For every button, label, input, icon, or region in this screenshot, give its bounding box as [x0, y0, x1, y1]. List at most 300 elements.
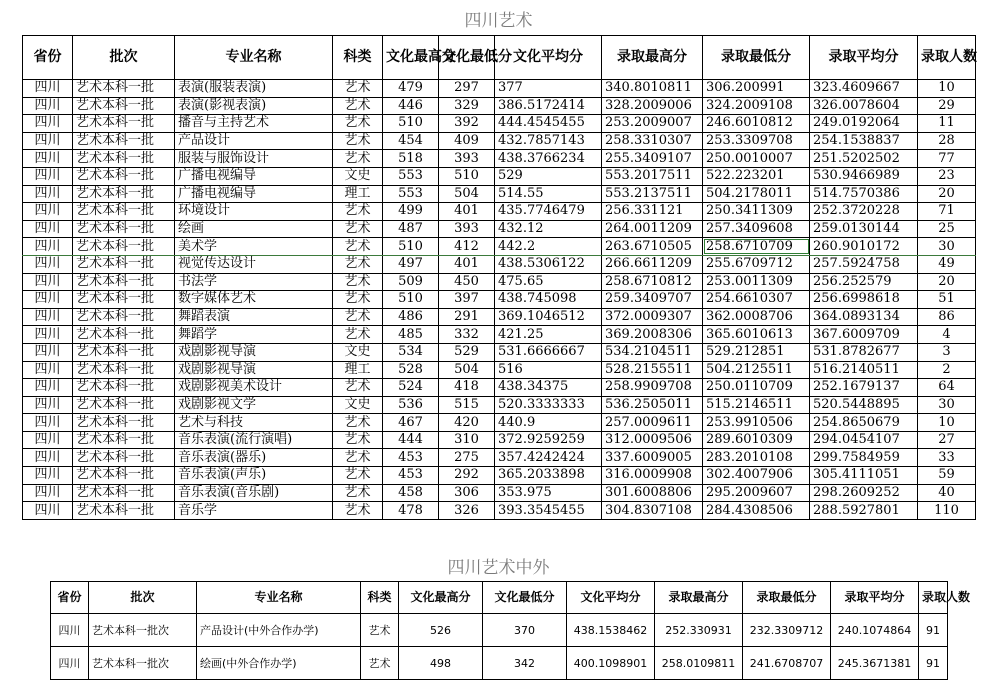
table-cell[interactable]: 342	[483, 647, 567, 680]
table-cell[interactable]: 91	[919, 614, 948, 647]
table-cell[interactable]: 23	[918, 167, 976, 185]
table-cell[interactable]: 艺术	[333, 326, 383, 344]
table-cell[interactable]: 316.0009908	[602, 467, 703, 485]
table-cell[interactable]: 328.2009006	[602, 97, 703, 115]
table-cell[interactable]: 艺术	[333, 273, 383, 291]
table-cell[interactable]: 251.5202502	[810, 150, 918, 168]
table-cell[interactable]: 369.1046512	[495, 308, 602, 326]
table-cell[interactable]: 艺术本科一批	[73, 379, 175, 397]
table-cell[interactable]: 254.1538837	[810, 132, 918, 150]
table-cell[interactable]: 艺术	[333, 431, 383, 449]
table-cell[interactable]: 艺术	[333, 80, 383, 98]
table-cell[interactable]: 324.2009108	[703, 97, 810, 115]
table-cell[interactable]: 446	[383, 97, 439, 115]
table-cell[interactable]: 艺术与科技	[175, 414, 333, 432]
table-cell[interactable]: 音乐表演(器乐)	[175, 449, 333, 467]
table-cell[interactable]: 245.3671381	[831, 647, 919, 680]
table-cell[interactable]: 四川	[51, 647, 89, 680]
table-cell[interactable]: 370	[483, 614, 567, 647]
table-cell[interactable]: 2	[918, 361, 976, 379]
table-cell[interactable]: 252.330931	[655, 614, 743, 647]
table-cell[interactable]: 艺术本科一批	[73, 150, 175, 168]
table-cell[interactable]: 视觉传达设计	[175, 255, 333, 273]
column-header: 专业名称	[175, 36, 333, 80]
table-cell[interactable]: 四川	[23, 167, 73, 185]
table-cell[interactable]: 艺术	[333, 379, 383, 397]
table-cell[interactable]: 四川	[23, 343, 73, 361]
table-cell[interactable]: 音乐表演(流行演唱)	[175, 431, 333, 449]
table-cell[interactable]: 438.3766234	[495, 150, 602, 168]
table-cell[interactable]: 艺术本科一批次	[89, 647, 197, 680]
table-cell[interactable]: 艺术本科一批	[73, 449, 175, 467]
table-cell[interactable]: 522.223201	[703, 167, 810, 185]
table-cell[interactable]: 四川	[23, 238, 73, 256]
table-cell[interactable]: 529	[439, 343, 495, 361]
table-cell[interactable]: 11	[918, 115, 976, 133]
table-cell[interactable]: 33	[918, 449, 976, 467]
table-cell[interactable]: 531.8782677	[810, 343, 918, 361]
table-cell[interactable]: 四川	[23, 255, 73, 273]
table-cell[interactable]: 258.6710709	[703, 238, 810, 256]
table-cell[interactable]: 264.0011209	[602, 220, 703, 238]
table-cell[interactable]: 536.2505011	[602, 396, 703, 414]
table-cell[interactable]: 艺术	[333, 502, 383, 520]
table-cell[interactable]: 艺术本科一批	[73, 361, 175, 379]
table-cell[interactable]: 475.65	[495, 273, 602, 291]
table-cell[interactable]: 256.6998618	[810, 291, 918, 309]
table-cell[interactable]: 产品设计(中外合作办学)	[197, 614, 361, 647]
table-cell[interactable]: 艺术	[333, 203, 383, 221]
table-cell[interactable]: 372.9259259	[495, 431, 602, 449]
table-cell[interactable]: 487	[383, 220, 439, 238]
table-cell[interactable]: 艺术	[333, 150, 383, 168]
table-cell[interactable]: 艺术本科一批	[73, 484, 175, 502]
table-cell[interactable]: 257.5924758	[810, 255, 918, 273]
table-cell[interactable]: 产品设计	[175, 132, 333, 150]
table-cell[interactable]: 艺术本科一批	[73, 238, 175, 256]
table-cell[interactable]: 518	[383, 150, 439, 168]
table-cell[interactable]: 526	[399, 614, 483, 647]
table-cell[interactable]: 392	[439, 115, 495, 133]
table-cell[interactable]: 艺术本科一批	[73, 203, 175, 221]
table-cell[interactable]: 艺术本科一批	[73, 185, 175, 203]
table-cell[interactable]: 529.212851	[703, 343, 810, 361]
table-cell[interactable]: 49	[918, 255, 976, 273]
table-cell[interactable]: 397	[439, 291, 495, 309]
table-cell[interactable]: 520.5448895	[810, 396, 918, 414]
table-cell[interactable]: 438.5306122	[495, 255, 602, 273]
table-cell[interactable]: 四川	[23, 431, 73, 449]
table-cell[interactable]: 323.4609667	[810, 80, 918, 98]
table-cell[interactable]: 288.5927801	[810, 502, 918, 520]
table-cell[interactable]: 四川	[23, 379, 73, 397]
table-cell[interactable]: 232.3309712	[743, 614, 831, 647]
table-cell[interactable]: 438.34375	[495, 379, 602, 397]
table-cell[interactable]: 环境设计	[175, 203, 333, 221]
table-cell[interactable]: 299.7584959	[810, 449, 918, 467]
table-cell[interactable]: 258.6710812	[602, 273, 703, 291]
table-cell[interactable]: 393	[439, 220, 495, 238]
table-cell[interactable]: 舞蹈表演	[175, 308, 333, 326]
table-cell[interactable]: 广播电视编导	[175, 185, 333, 203]
table-cell[interactable]: 365.2033898	[495, 467, 602, 485]
table-cell[interactable]: 252.3720228	[810, 203, 918, 221]
table-cell[interactable]: 四川	[23, 185, 73, 203]
table-cell[interactable]: 28	[918, 132, 976, 150]
table-cell[interactable]: 四川	[23, 484, 73, 502]
table-cell[interactable]: 252.1679137	[810, 379, 918, 397]
table-cell[interactable]: 四川	[23, 467, 73, 485]
table-cell[interactable]: 386.5172414	[495, 97, 602, 115]
table-cell[interactable]: 255.3409107	[602, 150, 703, 168]
table-cell[interactable]: 553.2017511	[602, 167, 703, 185]
table-cell[interactable]: 艺术本科一批	[73, 396, 175, 414]
table-cell[interactable]: 绘画	[175, 220, 333, 238]
table-cell[interactable]: 295.2009607	[703, 484, 810, 502]
table-cell[interactable]: 艺术本科一批	[73, 308, 175, 326]
table-cell[interactable]: 艺术	[361, 614, 399, 647]
table-cell[interactable]: 553.2137511	[602, 185, 703, 203]
table-cell[interactable]: 400.1098901	[567, 647, 655, 680]
table-cell[interactable]: 绘画(中外合作办学)	[197, 647, 361, 680]
table-cell[interactable]: 25	[918, 220, 976, 238]
table-cell[interactable]: 音乐表演(音乐剧)	[175, 484, 333, 502]
table-cell[interactable]: 文史	[333, 396, 383, 414]
table-cell[interactable]: 514.7570386	[810, 185, 918, 203]
table-cell[interactable]: 340.8010811	[602, 80, 703, 98]
table-cell[interactable]: 四川	[23, 326, 73, 344]
table-cell[interactable]: 365.6010613	[703, 326, 810, 344]
table-cell[interactable]: 498	[399, 647, 483, 680]
table-cell[interactable]: 515	[439, 396, 495, 414]
table-cell[interactable]: 艺术本科一批	[73, 273, 175, 291]
table-cell[interactable]: 253.2009007	[602, 115, 703, 133]
table-cell[interactable]: 241.6708707	[743, 647, 831, 680]
table-cell[interactable]: 广播电视编导	[175, 167, 333, 185]
table-cell[interactable]: 30	[918, 396, 976, 414]
table-cell[interactable]: 250.0010007	[703, 150, 810, 168]
table-cell[interactable]: 表演(服装表演)	[175, 80, 333, 98]
table-cell[interactable]: 253.0011309	[703, 273, 810, 291]
table-cell[interactable]: 4	[918, 326, 976, 344]
table-cell[interactable]: 艺术	[333, 484, 383, 502]
table-cell[interactable]: 254.8650679	[810, 414, 918, 432]
table-cell[interactable]: 四川	[23, 115, 73, 133]
table-cell[interactable]: 510	[439, 167, 495, 185]
table-cell[interactable]: 524	[383, 379, 439, 397]
table-cell[interactable]: 四川	[23, 203, 73, 221]
table-cell[interactable]: 291	[439, 308, 495, 326]
table-cell[interactable]: 艺术本科一批	[73, 115, 175, 133]
table-cell[interactable]: 240.1074864	[831, 614, 919, 647]
table-cell[interactable]: 294.0454107	[810, 431, 918, 449]
table-cell[interactable]: 书法学	[175, 273, 333, 291]
table-cell[interactable]: 515.2146511	[703, 396, 810, 414]
table-cell[interactable]: 258.3310307	[602, 132, 703, 150]
table-cell[interactable]: 553	[383, 185, 439, 203]
table-cell[interactable]: 304.8307108	[602, 502, 703, 520]
table-cell[interactable]: 艺术本科一批	[73, 467, 175, 485]
table-cell[interactable]: 四川	[23, 396, 73, 414]
table-cell[interactable]: 553	[383, 167, 439, 185]
table-cell[interactable]: 289.6010309	[703, 431, 810, 449]
table-cell[interactable]: 432.7857143	[495, 132, 602, 150]
table-cell[interactable]: 文史	[333, 167, 383, 185]
table-cell[interactable]: 文史	[333, 343, 383, 361]
table-cell[interactable]: 297	[439, 80, 495, 98]
table-cell[interactable]: 362.0008706	[703, 308, 810, 326]
table-cell[interactable]: 91	[919, 647, 948, 680]
table-cell[interactable]: 409	[439, 132, 495, 150]
table-cell[interactable]: 艺术本科一批	[73, 132, 175, 150]
table-cell[interactable]: 377	[495, 80, 602, 98]
table-cell[interactable]: 467	[383, 414, 439, 432]
table-cell[interactable]: 音乐表演(声乐)	[175, 467, 333, 485]
table-cell[interactable]: 艺术	[333, 308, 383, 326]
table-cell[interactable]: 四川	[23, 273, 73, 291]
table-cell[interactable]: 454	[383, 132, 439, 150]
table-cell[interactable]: 110	[918, 502, 976, 520]
table-cell[interactable]: 393	[439, 150, 495, 168]
table-cell[interactable]: 263.6710505	[602, 238, 703, 256]
table-cell[interactable]: 59	[918, 467, 976, 485]
table-cell[interactable]: 438.1538462	[567, 614, 655, 647]
table-cell[interactable]: 283.2010108	[703, 449, 810, 467]
table-cell[interactable]: 舞蹈学	[175, 326, 333, 344]
table-cell[interactable]: 432.12	[495, 220, 602, 238]
table-cell[interactable]: 播音与主持艺术	[175, 115, 333, 133]
table-cell[interactable]: 531.6666667	[495, 343, 602, 361]
table-cell[interactable]: 服装与服饰设计	[175, 150, 333, 168]
table-cell[interactable]: 326.0078604	[810, 97, 918, 115]
table-cell[interactable]: 64	[918, 379, 976, 397]
table-cell[interactable]: 259.3409707	[602, 291, 703, 309]
table-cell[interactable]: 艺术	[333, 220, 383, 238]
table-cell[interactable]: 510	[383, 238, 439, 256]
table-cell[interactable]: 音乐学	[175, 502, 333, 520]
table-cell[interactable]: 理工	[333, 185, 383, 203]
table-cell[interactable]: 254.6610307	[703, 291, 810, 309]
table-cell[interactable]: 艺术本科一批	[73, 80, 175, 98]
table-row	[23, 361, 976, 379]
table-cell[interactable]: 戏剧影视文学	[175, 396, 333, 414]
table-cell[interactable]: 306.200991	[703, 80, 810, 98]
table-cell[interactable]: 27	[918, 431, 976, 449]
table-cell[interactable]: 四川	[51, 614, 89, 647]
table-cell[interactable]: 253.9910506	[703, 414, 810, 432]
table-cell[interactable]: 249.0192064	[810, 115, 918, 133]
table-cell[interactable]: 479	[383, 80, 439, 98]
table-cell[interactable]: 444	[383, 431, 439, 449]
table-cell[interactable]: 戏剧影视美术设计	[175, 379, 333, 397]
table-cell[interactable]: 305.4111051	[810, 467, 918, 485]
table-cell[interactable]: 250.0110709	[703, 379, 810, 397]
table-cell[interactable]: 艺术	[333, 414, 383, 432]
table-cell[interactable]: 四川	[23, 132, 73, 150]
table-cell[interactable]: 40	[918, 484, 976, 502]
table-cell[interactable]: 艺术	[361, 647, 399, 680]
table-cell[interactable]: 86	[918, 308, 976, 326]
table-cell[interactable]: 478	[383, 502, 439, 520]
table-cell[interactable]: 440.9	[495, 414, 602, 432]
table-cell[interactable]: 458	[383, 484, 439, 502]
table-cell[interactable]: 258.9909708	[602, 379, 703, 397]
table-cell[interactable]: 497	[383, 255, 439, 273]
table-cell[interactable]: 艺术本科一批	[73, 255, 175, 273]
table-cell[interactable]: 四川	[23, 220, 73, 238]
table-cell[interactable]: 302.4007906	[703, 467, 810, 485]
table-cell[interactable]: 29	[918, 97, 976, 115]
table-cell[interactable]: 理工	[333, 361, 383, 379]
table-cell[interactable]: 艺术	[333, 449, 383, 467]
table-cell[interactable]: 艺术	[333, 115, 383, 133]
table-cell[interactable]: 艺术本科一批	[73, 220, 175, 238]
table-cell[interactable]: 四川	[23, 414, 73, 432]
table-cell[interactable]: 77	[918, 150, 976, 168]
table-cell[interactable]: 艺术本科一批	[73, 414, 175, 432]
table-cell[interactable]: 275	[439, 449, 495, 467]
table-cell[interactable]: 戏剧影视导演	[175, 361, 333, 379]
table-cell[interactable]: 四川	[23, 502, 73, 520]
table-cell[interactable]: 四川	[23, 449, 73, 467]
table-cell[interactable]: 250.3411309	[703, 203, 810, 221]
table-cell[interactable]: 戏剧影视导演	[175, 343, 333, 361]
table-cell[interactable]: 412	[439, 238, 495, 256]
table-cell[interactable]: 71	[918, 203, 976, 221]
table-cell[interactable]: 444.4545455	[495, 115, 602, 133]
table-cell[interactable]: 372.0009307	[602, 308, 703, 326]
table-cell[interactable]: 453	[383, 467, 439, 485]
table-cell[interactable]: 438.745098	[495, 291, 602, 309]
table-cell[interactable]: 435.7746479	[495, 203, 602, 221]
table-cell[interactable]: 10	[918, 414, 976, 432]
table-cell[interactable]: 艺术	[333, 255, 383, 273]
table-cell[interactable]: 509	[383, 273, 439, 291]
table-cell[interactable]: 艺术本科一批	[73, 291, 175, 309]
table-cell[interactable]: 四川	[23, 291, 73, 309]
table-cell[interactable]: 艺术本科一批	[73, 326, 175, 344]
table-cell[interactable]: 504	[439, 361, 495, 379]
table-cell[interactable]: 514.55	[495, 185, 602, 203]
table-cell[interactable]: 284.4308506	[703, 502, 810, 520]
table-cell[interactable]: 528	[383, 361, 439, 379]
table-cell[interactable]: 246.6010812	[703, 115, 810, 133]
table-cell[interactable]: 499	[383, 203, 439, 221]
table-cell[interactable]: 529	[495, 167, 602, 185]
table-cell[interactable]: 298.2609252	[810, 484, 918, 502]
table-cell[interactable]: 306	[439, 484, 495, 502]
table-cell[interactable]: 329	[439, 97, 495, 115]
table-cell[interactable]: 256.252579	[810, 273, 918, 291]
table-cell[interactable]: 357.4242424	[495, 449, 602, 467]
table-cell[interactable]: 艺术	[333, 132, 383, 150]
table-cell[interactable]: 442.2	[495, 238, 602, 256]
table-cell[interactable]: 266.6611209	[602, 255, 703, 273]
table-cell[interactable]: 301.6008806	[602, 484, 703, 502]
table-cell[interactable]: 20	[918, 185, 976, 203]
table-cell[interactable]: 256.331121	[602, 203, 703, 221]
table-cell[interactable]: 401	[439, 255, 495, 273]
table-cell[interactable]: 美术学	[175, 238, 333, 256]
table-cell[interactable]: 258.0109811	[655, 647, 743, 680]
table-cell[interactable]: 257.0009611	[602, 414, 703, 432]
table-cell[interactable]: 艺术本科一批	[73, 343, 175, 361]
table-cell[interactable]: 四川	[23, 361, 73, 379]
table-cell[interactable]: 3	[918, 343, 976, 361]
table-cell[interactable]: 四川	[23, 80, 73, 98]
table-cell[interactable]: 420	[439, 414, 495, 432]
table-cell[interactable]: 260.9010172	[810, 238, 918, 256]
table-cell[interactable]: 257.3409608	[703, 220, 810, 238]
table-cell[interactable]: 510	[383, 291, 439, 309]
table-cell[interactable]: 艺术本科一批	[73, 431, 175, 449]
table-cell[interactable]: 253.3309708	[703, 132, 810, 150]
table-row	[23, 97, 976, 115]
table-cell[interactable]: 528.2155511	[602, 361, 703, 379]
table-cell[interactable]: 10	[918, 80, 976, 98]
table-cell[interactable]: 332	[439, 326, 495, 344]
table-cell[interactable]: 292	[439, 467, 495, 485]
table-cell[interactable]: 255.6709712	[703, 255, 810, 273]
table-cell[interactable]: 艺术	[333, 291, 383, 309]
table-cell[interactable]: 353.975	[495, 484, 602, 502]
table-cell[interactable]: 数字媒体艺术	[175, 291, 333, 309]
table-cell[interactable]: 四川	[23, 97, 73, 115]
table-cell[interactable]: 369.2008306	[602, 326, 703, 344]
table-cell[interactable]: 259.0130144	[810, 220, 918, 238]
table-cell[interactable]: 30	[918, 238, 976, 256]
table-cell[interactable]: 艺术本科一批	[73, 97, 175, 115]
table-cell[interactable]: 504	[439, 185, 495, 203]
table-cell[interactable]: 艺术本科一批	[73, 167, 175, 185]
table-cell[interactable]: 艺术本科一批	[73, 502, 175, 520]
table-cell[interactable]: 520.3333333	[495, 396, 602, 414]
table-cell[interactable]: 401	[439, 203, 495, 221]
table-cell[interactable]: 艺术	[333, 467, 383, 485]
table-cell[interactable]: 530.9466989	[810, 167, 918, 185]
table-cell[interactable]: 450	[439, 273, 495, 291]
table-cell[interactable]: 四川	[23, 150, 73, 168]
table-cell[interactable]: 51	[918, 291, 976, 309]
table-cell[interactable]: 表演(影视表演)	[175, 97, 333, 115]
table-cell[interactable]: 516.2140511	[810, 361, 918, 379]
table-cell[interactable]: 艺术	[333, 238, 383, 256]
table-cell[interactable]: 485	[383, 326, 439, 344]
table-cell[interactable]: 393.3545455	[495, 502, 602, 520]
table-cell[interactable]: 421.25	[495, 326, 602, 344]
table-cell[interactable]: 337.6009005	[602, 449, 703, 467]
table-cell[interactable]: 310	[439, 431, 495, 449]
table-cell[interactable]: 20	[918, 273, 976, 291]
table-cell[interactable]: 312.0009506	[602, 431, 703, 449]
table-cell[interactable]: 510	[383, 115, 439, 133]
table-cell[interactable]: 艺术本科一批次	[89, 614, 197, 647]
table-cell[interactable]: 367.6009709	[810, 326, 918, 344]
table-cell[interactable]: 四川	[23, 308, 73, 326]
table-cell[interactable]: 536	[383, 396, 439, 414]
table-cell[interactable]: 326	[439, 502, 495, 520]
table-cell[interactable]: 534	[383, 343, 439, 361]
table-cell[interactable]: 364.0893134	[810, 308, 918, 326]
table-cell[interactable]: 486	[383, 308, 439, 326]
table-cell[interactable]: 534.2104511	[602, 343, 703, 361]
table-cell[interactable]: 516	[495, 361, 602, 379]
table-cell[interactable]: 504.2125511	[703, 361, 810, 379]
table-cell[interactable]: 418	[439, 379, 495, 397]
table-cell[interactable]: 504.2178011	[703, 185, 810, 203]
table-cell[interactable]: 453	[383, 449, 439, 467]
table-cell[interactable]: 艺术	[333, 97, 383, 115]
